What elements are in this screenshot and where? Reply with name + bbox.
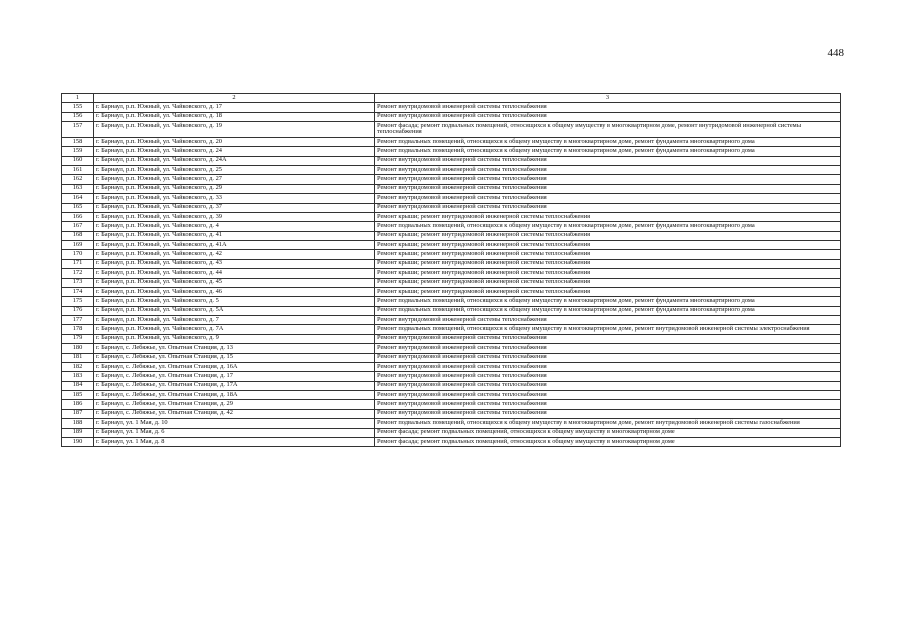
row-number-cell: 186 [62,400,94,409]
row-number-cell: 188 [62,419,94,428]
address-cell: г. Барнаул, р.п. Южный, ул. Чайковского, д. 33 [94,194,375,203]
address-cell: г. Барнаул, ул. 1 Мая, д. 6 [94,428,375,437]
address-cell: г. Барнаул, р.п. Южный, ул. Чайковского, д. 7 [94,316,375,325]
works-cell: Ремонт внутридомовой инженерной системы теплоснабжения [375,156,841,165]
address-cell: г. Барнаул, р.п. Южный, ул. Чайковского, д. 44 [94,269,375,278]
works-cell: Ремонт внутридомовой инженерной системы теплоснабжения [375,344,841,353]
table-row [62,175,841,184]
address-cell: г. Барнаул, с. Лебяжье, ул. Опытная Станция, д. 15 [94,353,375,362]
works-cell: Ремонт внутридомовой инженерной системы теплоснабжения [375,400,841,409]
row-number-cell: 169 [62,241,94,250]
works-cell: Ремонт крыши; ремонт внутридомовой инженерной системы теплоснабжения [375,278,841,287]
table-row [62,278,841,287]
row-number-cell: 175 [62,297,94,306]
address-cell: г. Барнаул, с. Лебяжье, ул. Опытная Станция, д. 16А [94,362,375,371]
row-number-cell: 165 [62,203,94,212]
works-cell: Ремонт внутридомовой инженерной системы теплоснабжения [375,203,841,212]
address-cell: г. Барнаул, р.п. Южный, ул. Чайковского, д. 20 [94,137,375,146]
works-cell: Ремонт крыши; ремонт внутридомовой инженерной системы теплоснабжения [375,259,841,268]
table-row [62,194,841,203]
works-cell: Ремонт фасада; ремонт подвальных помещений, относящихся к общему имуществу в многоквартирном доме [375,437,841,446]
row-number-cell: 172 [62,269,94,278]
works-cell: Ремонт внутридомовой инженерной системы теплоснабжения [375,409,841,418]
address-cell: г. Барнаул, с. Лебяжье, ул. Опытная Станция, д. 13 [94,344,375,353]
table-row [62,409,841,418]
works-cell: Ремонт внутридомовой инженерной системы теплоснабжения [375,334,841,343]
row-number-cell: 190 [62,437,94,446]
table-row [62,147,841,156]
address-cell: г. Барнаул, р.п. Южный, ул. Чайковского, д. 43 [94,259,375,268]
works-cell: Ремонт внутридомовой инженерной системы теплоснабжения [375,166,841,175]
table-row [62,325,841,334]
row-number-cell: 179 [62,334,94,343]
works-cell: Ремонт подвальных помещений, относящихся к общему имуществу в многоквартирном доме, ремонт фундамента многоквартирного дома [375,137,841,146]
address-cell: г. Барнаул, ул. 1 Мая, д. 8 [94,437,375,446]
table-row [62,419,841,428]
table-row [62,231,841,240]
table-row [62,316,841,325]
address-cell: г. Барнаул, р.п. Южный, ул. Чайковского, д. 7А [94,325,375,334]
address-cell: г. Барнаул, р.п. Южный, ул. Чайковского, д. 24 [94,147,375,156]
address-cell: г. Барнаул, р.п. Южный, ул. Чайковского, д. 37 [94,203,375,212]
row-number-cell: 184 [62,381,94,390]
table-row [62,428,841,437]
table-row [62,362,841,371]
table-row [62,344,841,353]
row-number-cell: 173 [62,278,94,287]
works-cell: Ремонт крыши; ремонт внутридомовой инженерной системы теплоснабжения [375,241,841,250]
address-cell: г. Барнаул, р.п. Южный, ул. Чайковского, д. 45 [94,278,375,287]
works-cell: Ремонт внутридомовой инженерной системы теплоснабжения [375,175,841,184]
table-row [62,112,841,121]
table-row [62,353,841,362]
table-row [62,212,841,221]
row-number-cell: 158 [62,137,94,146]
row-number-cell: 163 [62,184,94,193]
works-cell: Ремонт подвальных помещений, относящихся к общему имуществу в многоквартирном доме, ремонт фундамента многоквартирного дома [375,297,841,306]
table-row [62,166,841,175]
column-header-address: 2 [94,94,375,103]
works-cell: Ремонт внутридомовой инженерной системы теплоснабжения [375,184,841,193]
works-cell: Ремонт подвальных помещений, относящихся к общему имуществу в многоквартирном доме, ремонт фундамента многоквартирного дома [375,222,841,231]
works-cell: Ремонт подвальных помещений, относящихся к общему имуществу в многоквартирном доме, ремонт фундамента многоквартирного дома [375,306,841,315]
table-row [62,400,841,409]
row-number-cell: 159 [62,147,94,156]
address-cell: г. Барнаул, р.п. Южный, ул. Чайковского, д. 9 [94,334,375,343]
row-number-cell: 168 [62,231,94,240]
works-cell: Ремонт подвальных помещений, относящихся к общему имуществу в многоквартирном доме, ремонт внутридомовой инженерной системы электроснабжения [375,325,841,334]
row-number-cell: 185 [62,391,94,400]
table-header-row [62,94,841,103]
works-cell: Ремонт внутридомовой инженерной системы теплоснабжения [375,362,841,371]
address-cell: г. Барнаул, с. Лебяжье, ул. Опытная Станция, д. 29 [94,400,375,409]
works-cell: Ремонт внутридомовой инженерной системы теплоснабжения [375,381,841,390]
address-cell: г. Барнаул, с. Лебяжье, ул. Опытная Станция, д. 17 [94,372,375,381]
works-table [61,93,841,447]
address-cell: г. Барнаул, р.п. Южный, ул. Чайковского, д. 24А [94,156,375,165]
table-row [62,203,841,212]
row-number-cell: 166 [62,212,94,221]
table-row [62,287,841,296]
column-header-number: 1 [62,94,94,103]
table-row [62,121,841,137]
table-row [62,297,841,306]
address-cell: г. Барнаул, р.п. Южный, ул. Чайковского, д. 39 [94,212,375,221]
address-cell: г. Барнаул, р.п. Южный, ул. Чайковского, д. 19 [94,121,375,137]
table-row [62,250,841,259]
table-row [62,156,841,165]
works-cell: Ремонт внутридомовой инженерной системы теплоснабжения [375,103,841,112]
table-row [62,259,841,268]
address-cell: г. Барнаул, с. Лебяжье, ул. Опытная Станция, д. 42 [94,409,375,418]
table-row [62,334,841,343]
address-cell: г. Барнаул, с. Лебяжье, ул. Опытная Станция, д. 18А [94,391,375,400]
address-cell: г. Барнаул, р.п. Южный, ул. Чайковского, д. 27 [94,175,375,184]
works-cell: Ремонт крыши; ремонт внутридомовой инженерной системы теплоснабжения [375,212,841,221]
works-cell: Ремонт подвальных помещений, относящихся к общему имуществу в многоквартирном доме, ремонт внутридомовой инженерной системы газоснабжения [375,419,841,428]
row-number-cell: 181 [62,353,94,362]
row-number-cell: 177 [62,316,94,325]
row-number-cell: 167 [62,222,94,231]
works-cell: Ремонт крыши; ремонт внутридомовой инженерной системы теплоснабжения [375,287,841,296]
table-row [62,391,841,400]
works-cell: Ремонт внутридомовой инженерной системы теплоснабжения [375,194,841,203]
works-cell: Ремонт крыши; ремонт внутридомовой инженерной системы теплоснабжения [375,269,841,278]
works-cell: Ремонт крыши; ремонт внутридомовой инженерной системы теплоснабжения [375,231,841,240]
table-row [62,437,841,446]
row-number-cell: 161 [62,166,94,175]
page-number: 448 [827,47,844,59]
row-number-cell: 171 [62,259,94,268]
row-number-cell: 178 [62,325,94,334]
address-cell: г. Барнаул, р.п. Южный, ул. Чайковского, д. 5А [94,306,375,315]
address-cell: г. Барнаул, р.п. Южный, ул. Чайковского, д. 17 [94,103,375,112]
row-number-cell: 170 [62,250,94,259]
table-row [62,381,841,390]
works-cell: Ремонт фасада; ремонт подвальных помещений, относящихся к общему имуществу в многоквартирном доме, ремонт внутридомовой инженерной системы теплоснабжения [375,121,841,137]
address-cell: г. Барнаул, с. Лебяжье, ул. Опытная Станция, д. 17А [94,381,375,390]
works-cell: Ремонт внутридомовой инженерной системы теплоснабжения [375,353,841,362]
address-cell: г. Барнаул, р.п. Южный, ул. Чайковского, д. 4 [94,222,375,231]
address-cell: г. Барнаул, р.п. Южный, ул. Чайковского, д. 46 [94,287,375,296]
row-number-cell: 183 [62,372,94,381]
address-cell: г. Барнаул, р.п. Южный, ул. Чайковского, д. 41 [94,231,375,240]
row-number-cell: 187 [62,409,94,418]
row-number-cell: 174 [62,287,94,296]
row-number-cell: 156 [62,112,94,121]
works-cell: Ремонт внутридомовой инженерной системы теплоснабжения [375,372,841,381]
row-number-cell: 189 [62,428,94,437]
address-cell: г. Барнаул, р.п. Южный, ул. Чайковского, д. 25 [94,166,375,175]
column-header-works: 3 [375,94,841,103]
row-number-cell: 157 [62,121,94,137]
works-cell: Ремонт внутридомовой инженерной системы теплоснабжения [375,391,841,400]
works-cell: Ремонт фасада; ремонт подвальных помещений, относящихся к общему имуществу в многоквартирном доме [375,428,841,437]
table-row [62,372,841,381]
row-number-cell: 164 [62,194,94,203]
row-number-cell: 176 [62,306,94,315]
table-row [62,241,841,250]
table-row [62,137,841,146]
address-cell: г. Барнаул, р.п. Южный, ул. Чайковского, д. 41А [94,241,375,250]
row-number-cell: 182 [62,362,94,371]
works-cell: Ремонт крыши; ремонт внутридомовой инженерной системы теплоснабжения [375,250,841,259]
address-cell: г. Барнаул, р.п. Южный, ул. Чайковского, д. 42 [94,250,375,259]
table-row [62,184,841,193]
table-row [62,103,841,112]
row-number-cell: 162 [62,175,94,184]
works-cell: Ремонт внутридомовой инженерной системы теплоснабжения [375,316,841,325]
row-number-cell: 155 [62,103,94,112]
works-cell: Ремонт подвальных помещений, относящихся к общему имуществу в многоквартирном доме, ремонт фундамента многоквартирного дома [375,147,841,156]
table-row [62,269,841,278]
table-row [62,222,841,231]
address-cell: г. Барнаул, р.п. Южный, ул. Чайковского, д. 18 [94,112,375,121]
row-number-cell: 160 [62,156,94,165]
address-cell: г. Барнаул, р.п. Южный, ул. Чайковского, д. 29 [94,184,375,193]
table-row [62,306,841,315]
address-cell: г. Барнаул, р.п. Южный, ул. Чайковского, д. 5 [94,297,375,306]
works-cell: Ремонт внутридомовой инженерной системы теплоснабжения [375,112,841,121]
row-number-cell: 180 [62,344,94,353]
address-cell: г. Барнаул, ул. 1 Мая, д. 10 [94,419,375,428]
